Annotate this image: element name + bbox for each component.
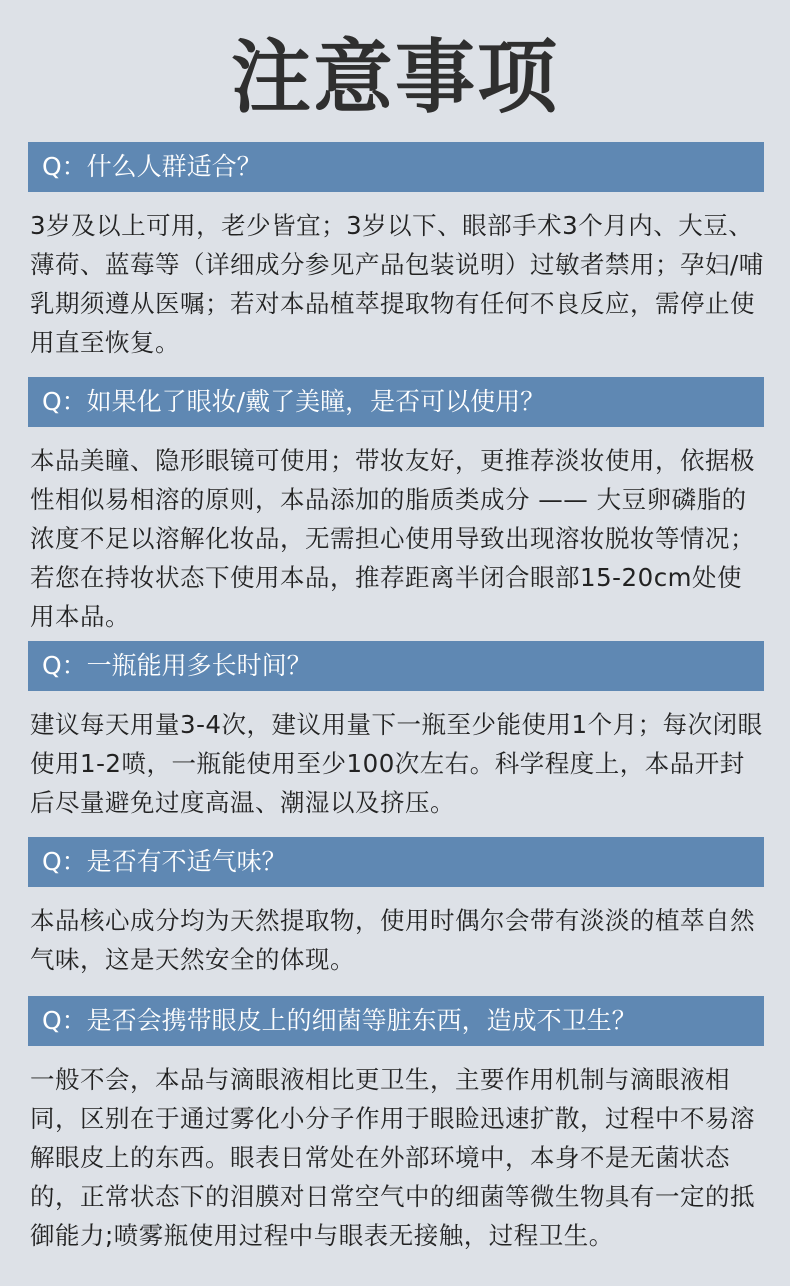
answer-text: 3岁及以上可用，老少皆宜；3岁以下、眼部手术3个月内、大豆、薄荷、蓝莓等（详细成分参见产品包装说明）过敏者禁用；孕妇/哺乳期须遵从医嘱；若对本品植萃提取物有任何不良反应，需停止使用直至恢复。 [30, 211, 764, 357]
question-bar: Q：是否会携带眼皮上的细菌等脏东西，造成不卫生？ [28, 996, 764, 1046]
qa-item-suitable-people [28, 142, 764, 362]
page-title: 注意事项 [231, 31, 559, 124]
qa-item-hygiene [28, 996, 764, 1255]
question-bar: Q：是否有不适气味？ [28, 837, 764, 887]
answer-text: 建议每天用量3-4次，建议用量下一瓶至少能使用1个月；每次闭眼使用1-2喷，一瓶能使用至少100次左右。科学程度上，本品开封后尽量避免过度高温、潮湿以及挤压。 [30, 710, 763, 817]
qa-item-odor [28, 837, 764, 979]
qa-item-makeup-lenses [28, 377, 764, 636]
answer-text: 一般不会，本品与滴眼液相比更卫生，主要作用机制与滴眼液相同，区别在于通过雾化小分子作用于眼睑迅速扩散，过程中不易溶解眼皮上的东西。眼表日常处在外部环境中，本身不是无菌状态的，正常状态下的泪膜对日常空气中的细菌等微生物具有一定的抵御能力;喷雾瓶使用过程中与眼表无接触，过程卫生。 [30, 1065, 755, 1250]
answer-text: 本品核心成分均为天然提取物，使用时偶尔会带有淡淡的植萃自然气味，这是天然安全的体现。 [30, 906, 755, 974]
answer-text: 本品美瞳、隐形眼镜可使用；带妆友好，更推荐淡妆使用，依据极性相似易相溶的原则，本品添加的脂质类成分 —— 大豆卵磷脂的浓度不足以溶解化妆品，无需担心使用导致出现溶妆脱妆等情况；若您在持妆状态下使用本品，推荐距离半闭合眼部15-20cm处使用本品。 [30, 446, 755, 631]
question-bar: Q：什么人群适合？ [28, 142, 764, 192]
qa-item-bottle-duration [28, 641, 764, 822]
question-bar: Q：一瓶能用多长时间？ [28, 641, 764, 691]
question-bar: Q：如果化了眼妆/戴了美瞳，是否可以使用？ [28, 377, 764, 427]
